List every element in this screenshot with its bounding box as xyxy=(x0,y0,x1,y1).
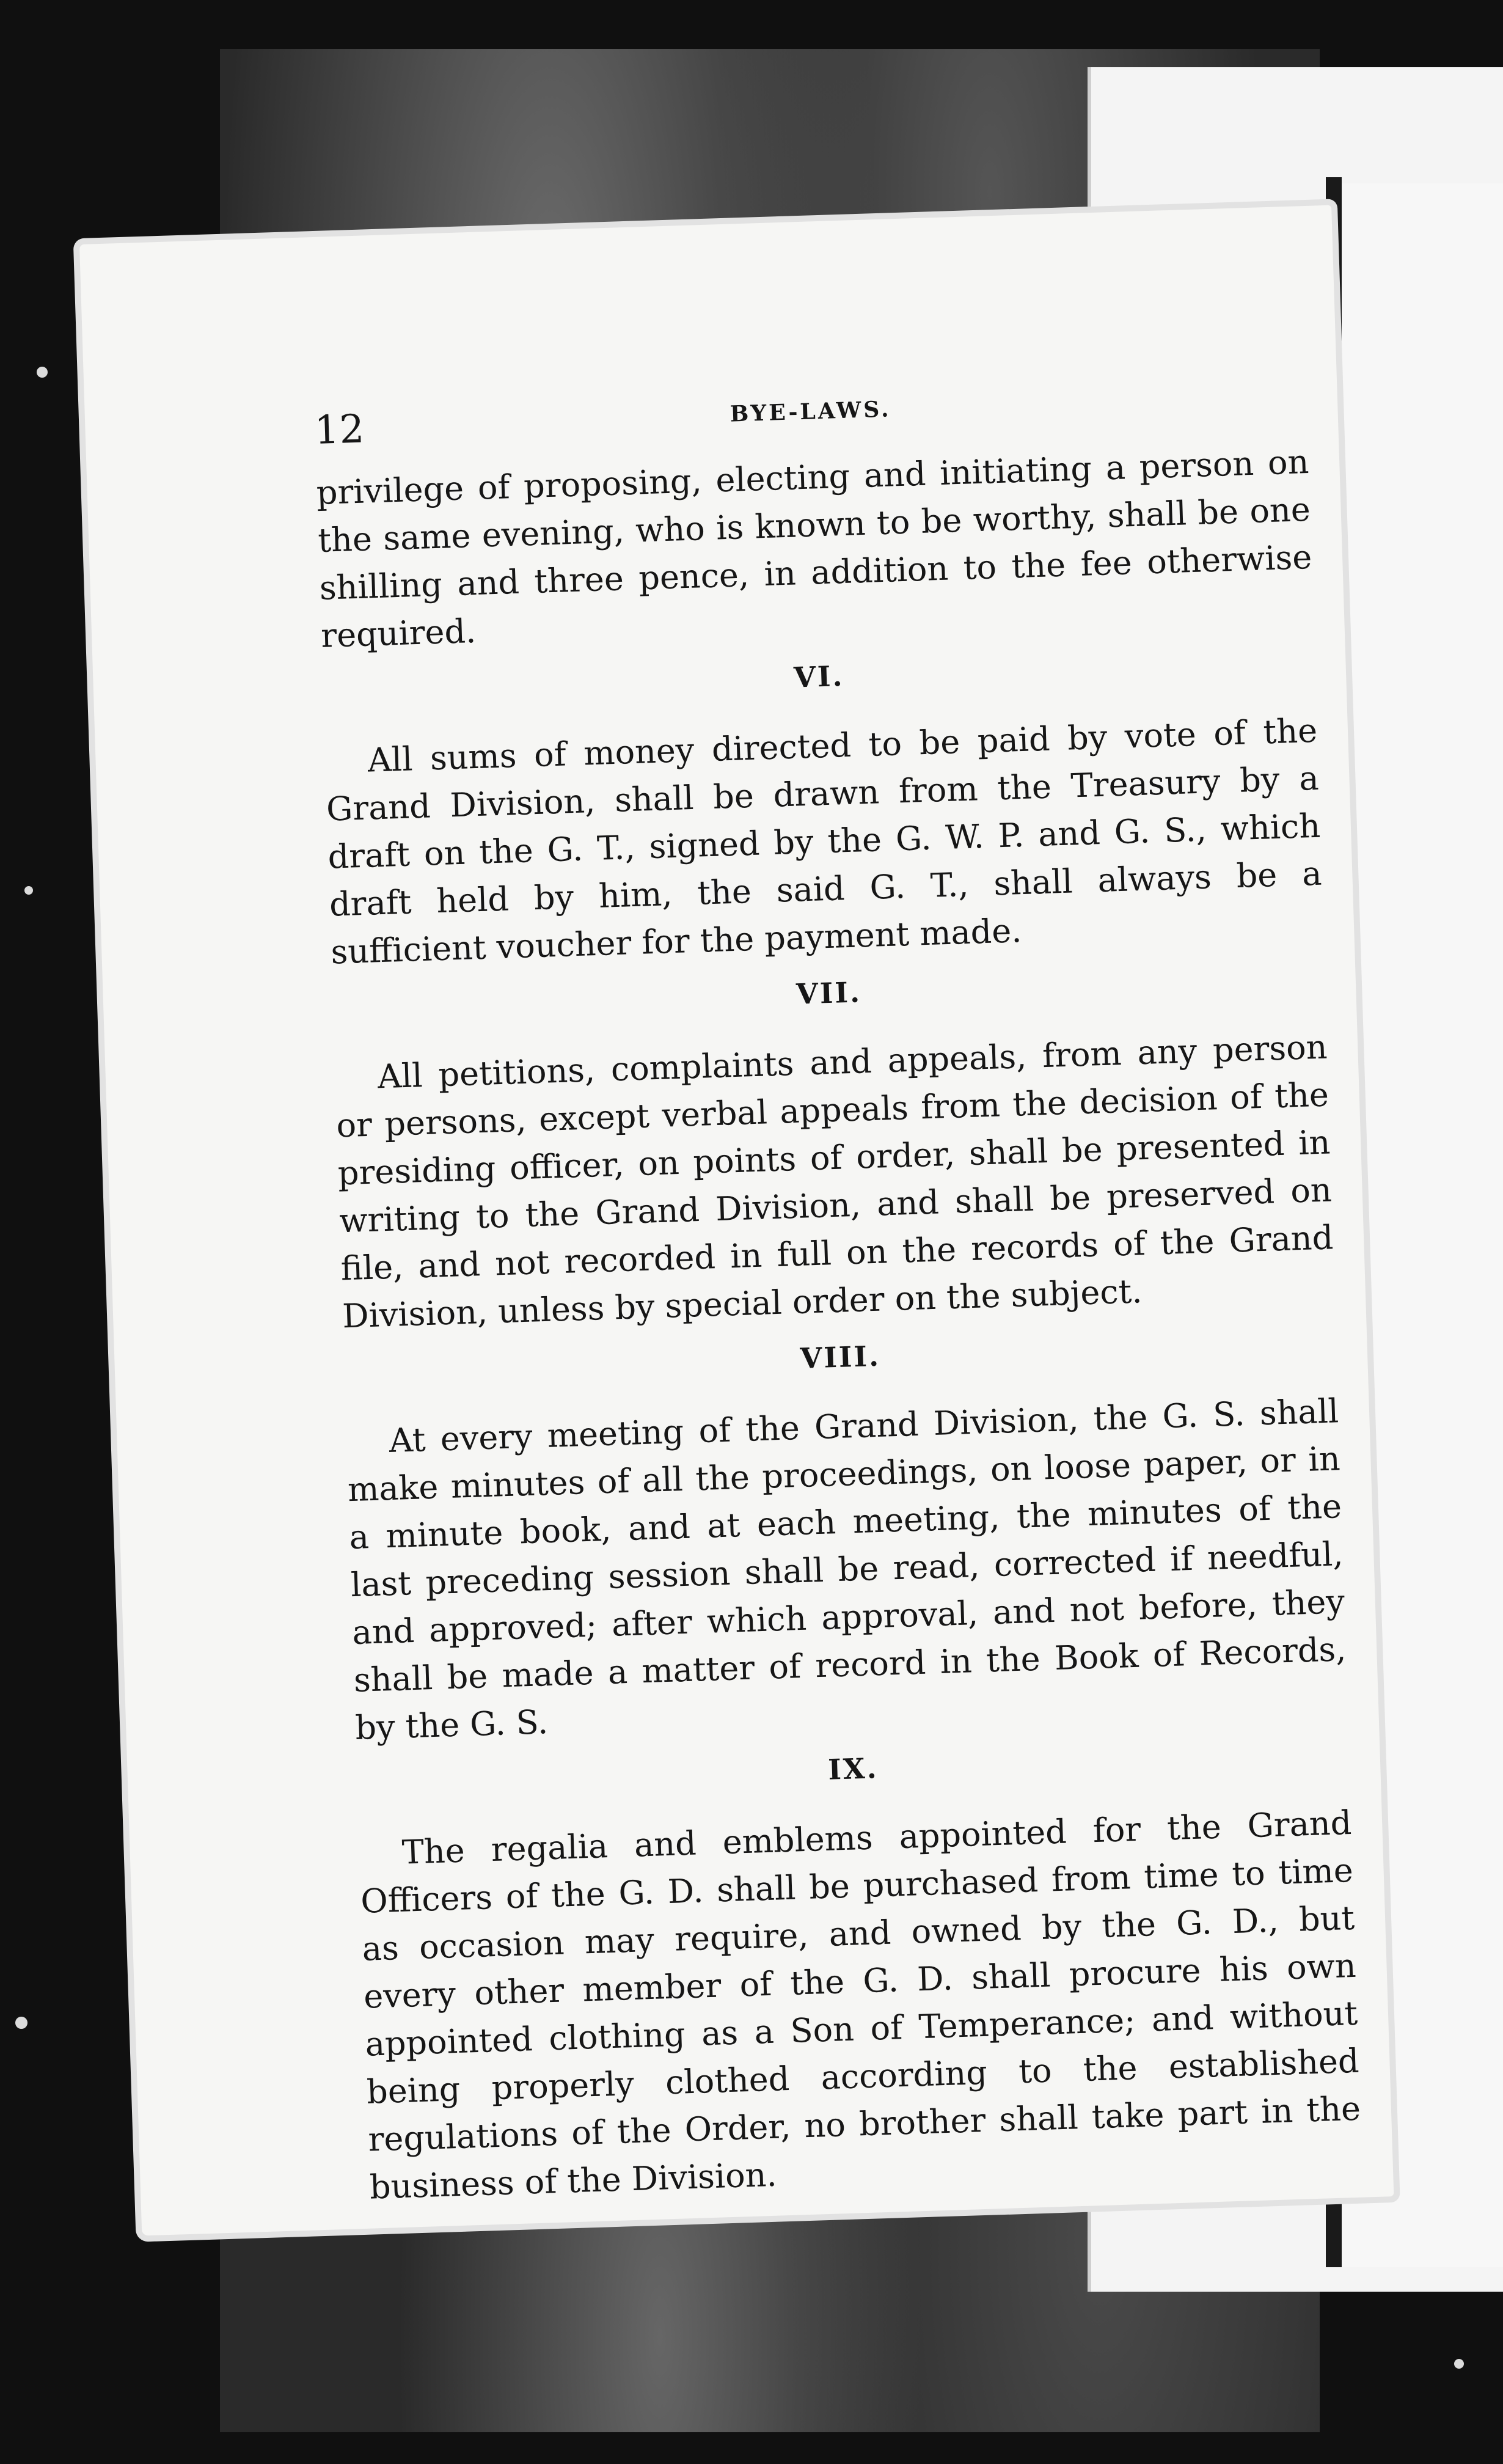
dust-speck xyxy=(24,886,33,895)
dust-speck xyxy=(15,2017,27,2029)
section-text-vi: All sums of money directed to be paid by vote of the Grand Division, shall be drawn from the Treasury by a draft on the G. T., signed by the G. W. P. and G. S., which draft held by him, the said G. T., shall always be a sufficient voucher for the payment made. xyxy=(326,711,1323,972)
continued-paragraph: privilege of proposing, electing and initiating a person on the same evening, who is known to be worthy, shall be one shilling and three pence, in addition to the fee otherwise required. xyxy=(315,442,1313,655)
page-number: 12 xyxy=(313,406,365,454)
section-heading-viii: VIII. xyxy=(799,1339,881,1375)
section-text-vii: All petitions, complaints and appeals, from any person or persons, except verbal appeals from the decision of the presiding officer, on points of order, shall be presented in writing to the Grand Division, and shall be preserved on file, and not recorded in full on the records of the Grand Division, unless by special order on the subject. xyxy=(335,1027,1334,1336)
section-heading-vi: VI. xyxy=(793,659,845,694)
dust-speck xyxy=(37,367,48,378)
section-heading-vii: VII. xyxy=(795,975,862,1011)
book-page xyxy=(79,205,1394,2236)
section-heading-ix: IX. xyxy=(827,1751,879,1786)
section-text-ix: The regalia and emblems appointed for the Grand Officers of the G. D. shall be purchased from time to time as occasion may require, and owned by the G. D., but every other member of the G. D. shall procure his own appointed clothing as a Son of Temperance; and without being properly clothed according to the established regulations of the Order, no brother shall take part in the business of the Division. xyxy=(360,1803,1361,2207)
section-text-viii: At every meeting of the Grand Division, the G. S. shall make minutes of all the proceedings, on loose paper, or in a minute book, and at each meeting, the minutes of the last preceding session shall be read, corrected if needful, and approved; after which approval, and not before, they shall be made a matter of record in the Book of Records, by the G. S. xyxy=(347,1392,1347,1748)
dust-speck xyxy=(1454,2359,1464,2369)
page-text-block xyxy=(314,377,1363,2212)
running-title: BYE-LAWS. xyxy=(730,396,892,427)
